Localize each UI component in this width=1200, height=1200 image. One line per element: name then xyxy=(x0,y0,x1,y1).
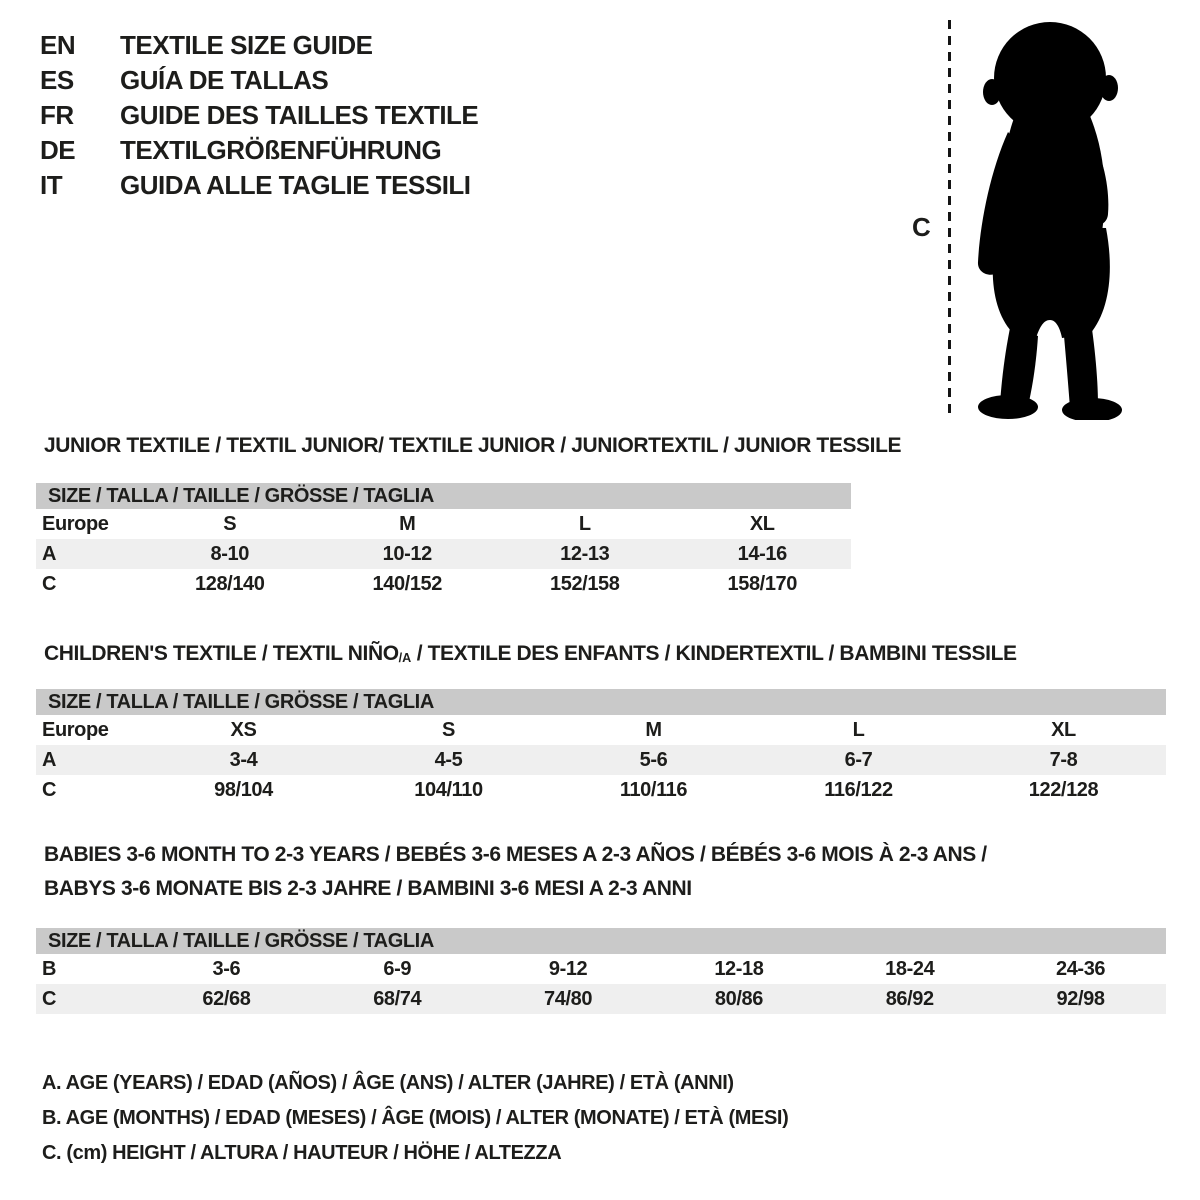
value-cell: 12-18 xyxy=(714,957,764,980)
value-cell: 68/74 xyxy=(373,987,422,1010)
language-title: TEXTILGRÖßENFÜHRUNG xyxy=(120,135,442,165)
size-cell: M xyxy=(645,718,662,741)
babies-size-table xyxy=(36,928,1166,1014)
value-cell: 10-12 xyxy=(382,542,432,565)
language-title-block xyxy=(40,28,478,203)
row-label: A xyxy=(42,542,57,565)
babies-section-title-line1: BABIES 3-6 MONTH TO 2-3 YEARS / BEBÉS 3-6 MESES A 2-3 AÑOS / BÉBÉS 3-6 MOIS À 2-3 ANS / xyxy=(44,843,987,866)
row-label: C xyxy=(42,572,57,595)
value-cell: 4-5 xyxy=(434,748,463,771)
row-label: C xyxy=(42,987,57,1010)
size-cell: M xyxy=(399,512,416,535)
value-cell: 86/92 xyxy=(885,987,934,1010)
size-cell: XL xyxy=(1051,718,1076,741)
language-title: GUÍA DE TALLAS xyxy=(120,65,329,95)
size-cell: S xyxy=(223,512,237,535)
children-size-table xyxy=(36,689,1166,805)
value-cell: 152/158 xyxy=(550,572,620,595)
language-code: FR xyxy=(40,100,74,130)
row-label: C xyxy=(42,778,57,801)
value-cell: 3-6 xyxy=(212,957,241,980)
value-cell: 80/86 xyxy=(714,987,763,1010)
legend-block xyxy=(42,1066,788,1171)
language-title: GUIDE DES TAILLES TEXTILE xyxy=(120,100,479,130)
value-cell: 8-10 xyxy=(210,542,249,565)
language-title: GUIDA ALLE TAGLIE TESSILI xyxy=(120,170,471,200)
size-cell: S xyxy=(442,718,455,741)
babies-section-title-line2: BABYS 3-6 MONATE BIS 2-3 JAHRE / BAMBINI 3-6 MESI A 2-3 ANNI xyxy=(44,877,692,900)
row-label: B xyxy=(42,957,57,980)
value-cell: 18-24 xyxy=(885,957,935,980)
legend-line-c: C. (cm) HEIGHT / ALTURA / HAUTEUR / HÖHE / ALTEZZA xyxy=(42,1142,562,1164)
value-cell: 92/98 xyxy=(1056,987,1105,1010)
babies-row-months xyxy=(36,954,1166,984)
language-row-en xyxy=(40,28,478,63)
size-cell: L xyxy=(852,718,865,741)
value-cell: 122/128 xyxy=(1028,778,1099,801)
babies-row-height xyxy=(36,984,1166,1014)
size-cell: L xyxy=(578,512,591,535)
value-cell: 6-7 xyxy=(844,748,873,771)
value-cell: 7-8 xyxy=(1049,748,1078,771)
junior-row-europe xyxy=(36,509,851,539)
language-code: IT xyxy=(40,170,63,200)
language-row-fr xyxy=(40,98,478,133)
junior-row-age xyxy=(36,539,851,569)
size-cell: XL xyxy=(749,512,775,535)
children-title-pre: CHILDREN'S TEXTILE / TEXTIL NIÑO xyxy=(44,642,399,665)
language-row-it xyxy=(40,168,478,203)
value-cell: 3-4 xyxy=(229,748,258,771)
children-row-height xyxy=(36,775,1166,805)
height-dashed-line xyxy=(948,20,951,416)
legend-line-a: A. AGE (YEARS) / EDAD (AÑOS) / ÂGE (ANS) / ALTER (JAHRE) / ETÀ (ANNI) xyxy=(42,1072,734,1094)
children-row-age xyxy=(36,745,1166,775)
value-cell: 12-13 xyxy=(560,542,610,565)
value-cell: 140/152 xyxy=(372,572,442,595)
toddler-silhouette-icon xyxy=(962,14,1142,420)
row-label: Europe xyxy=(42,718,109,741)
legend-line-b: B. AGE (MONTHS) / EDAD (MESES) / ÂGE (MOIS) / ALTER (MONATE) / ETÀ (MESI) xyxy=(42,1107,789,1129)
language-row-es xyxy=(40,63,478,98)
height-measure-label: C xyxy=(912,212,931,242)
value-cell: 116/122 xyxy=(824,778,893,801)
language-code: EN xyxy=(40,30,76,60)
value-cell: 62/68 xyxy=(202,987,251,1010)
children-row-europe xyxy=(36,715,1166,745)
value-cell: 128/140 xyxy=(195,572,265,595)
junior-row-height xyxy=(36,569,851,599)
value-cell: 104/110 xyxy=(414,778,483,801)
junior-size-header-bar: SIZE / TALLA / TAILLE / GRÖSSE / TAGLIA xyxy=(36,483,851,509)
language-row-de xyxy=(40,133,478,168)
language-code: ES xyxy=(40,65,74,95)
value-cell: 98/104 xyxy=(214,778,273,801)
value-cell: 6-9 xyxy=(383,957,412,980)
language-code: DE xyxy=(40,135,76,165)
language-title: TEXTILE SIZE GUIDE xyxy=(120,30,373,60)
size-cell: XS xyxy=(230,718,257,741)
junior-size-table xyxy=(36,483,851,599)
value-cell: 14-16 xyxy=(737,542,787,565)
children-size-header-bar: SIZE / TALLA / TAILLE / GRÖSSE / TAGLIA xyxy=(36,689,1166,715)
babies-size-header-bar: SIZE / TALLA / TAILLE / GRÖSSE / TAGLIA xyxy=(36,928,1166,954)
children-title-sub: /A xyxy=(398,651,412,666)
row-label: A xyxy=(42,748,57,771)
value-cell: 24-36 xyxy=(1055,957,1106,980)
value-cell: 110/116 xyxy=(619,778,688,801)
children-section-title xyxy=(44,642,1017,666)
row-label: Europe xyxy=(42,512,109,535)
value-cell: 158/170 xyxy=(727,572,797,595)
value-cell: 74/80 xyxy=(544,987,593,1010)
value-cell: 9-12 xyxy=(548,957,588,980)
junior-section-title: JUNIOR TEXTILE / TEXTIL JUNIOR/ TEXTILE JUNIOR / JUNIORTEXTIL / JUNIOR TESSILE xyxy=(44,434,902,457)
value-cell: 5-6 xyxy=(639,748,668,771)
children-title-post: / TEXTILE DES ENFANTS / KINDERTEXTIL / BAMBINI TESSILE xyxy=(411,642,1017,665)
